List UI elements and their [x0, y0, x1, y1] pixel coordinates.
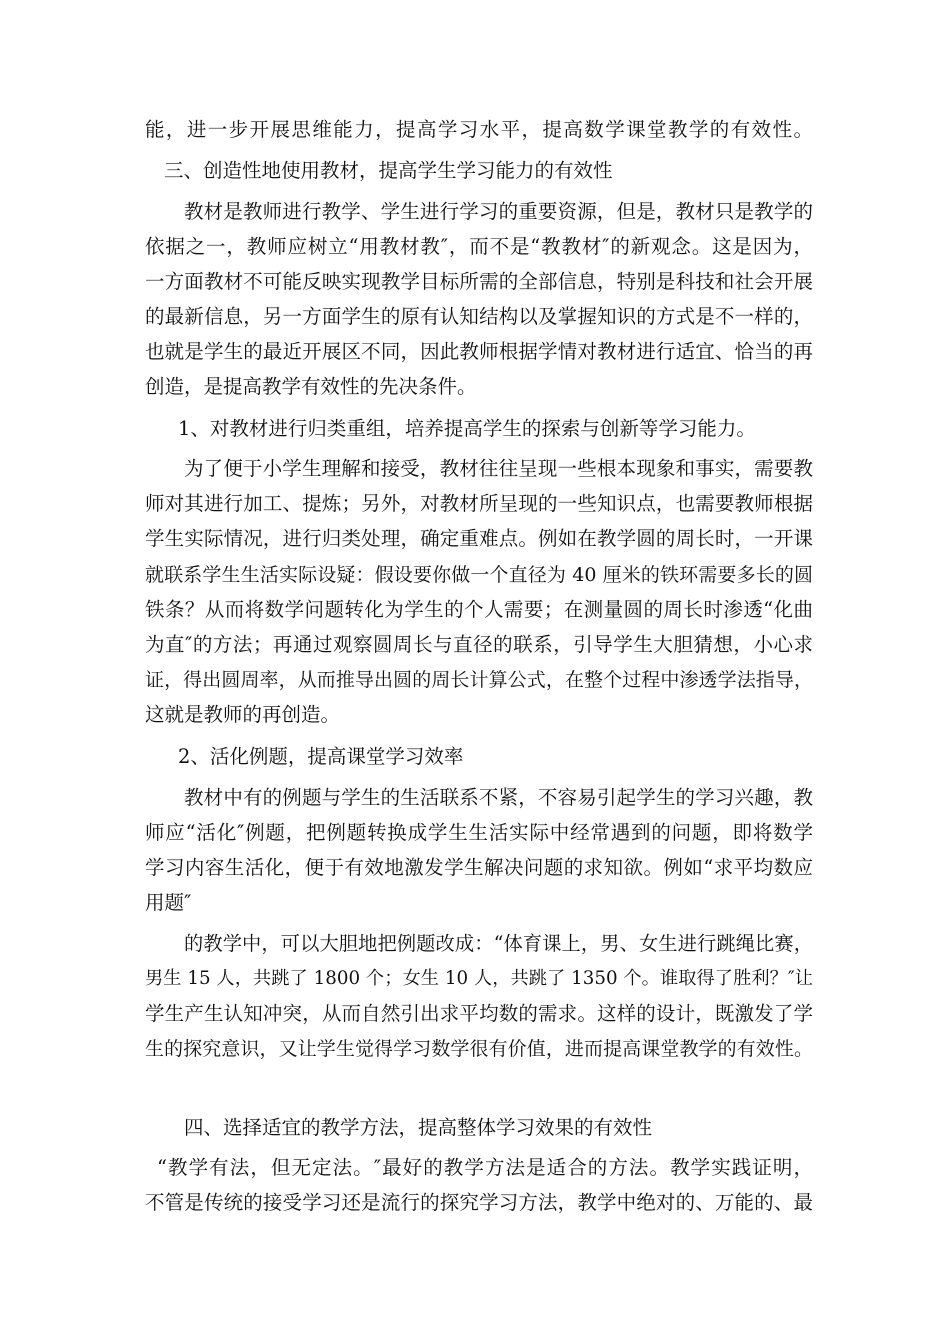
- text-line: 学习内容生活化，便于有效地激发学生解决问题的求知欲。例如“求平均数应: [145, 856, 813, 879]
- subheading-1: 1、对教材进行归类重组，培养提高学生的探索与创新等学习能力。: [178, 417, 756, 440]
- text-line: 铁条？从而将数学问题转化为学生的个人需要；在测量圆的周长时渗透“化曲: [145, 598, 813, 621]
- text-line: 也就是学生的最近开展区不同，因此教师根据学情对教材进行适宜、恰当的再: [145, 340, 813, 363]
- text-line: 为了便于小学生理解和接受，教材往往呈现一些根本现象和事实，需要教: [184, 457, 813, 480]
- section-heading-4: 四、选择适宜的教学方法，提高整体学习效果的有效性: [184, 1116, 653, 1139]
- text-line: 就联系学生生活实际设疑：假设要你做一个直径为 40 厘米的铁环需要多长的圆: [145, 564, 813, 586]
- text-line: 这就是教师的再创造。: [145, 703, 341, 726]
- text-line: 创造，是提高教学有效性的先决条件。: [145, 375, 477, 398]
- text-line: 男生 15 人，共跳了 1800 个；女生 10 人，共跳了 1350 个。谁取得了胜利？″让: [145, 968, 813, 989]
- text-line: 的最新信息，另一方面学生的原有认知结构以及掌握知识的方式是不一样的，: [145, 305, 813, 328]
- text-line: 教材中有的例题与学生的生活联系不紧，不容易引起学生的学习兴趣，教: [184, 786, 813, 809]
- text-line: 教材是教师进行教学、学生进行学习的重要资源，但是，教材只是教学的: [184, 200, 813, 223]
- text-line: 用题″: [145, 891, 192, 914]
- text-line: 不管是传统的接受学习还是流行的探究学习方法，教学中绝对的、万能的、最: [145, 1191, 813, 1214]
- subheading-2: 2、活化例题，提高课堂学习效率: [178, 745, 464, 768]
- text-line: 证，得出圆周率，从而推导出圆的周长计算公式，在整个过程中渗透学法指导，: [145, 669, 813, 691]
- text-line: 为直″的方法；再通过观察圆周长与直径的联系，引导学生大胆猜想，小心求: [145, 633, 813, 656]
- text-line: 能，进一步开展思维能力，提高学习水平，提高数学课堂教学的有效性。: [145, 118, 813, 141]
- text-line: 学生产生认知冲突，从而自然引出求平均数的需求。这样的设计，既激发了学: [145, 1002, 813, 1025]
- text-line: 学生实际情况，进行归类处理，确定重难点。例如在教学圆的周长时，一开课: [145, 527, 813, 550]
- text-line: “教学有法，但无定法。″最好的教学方法是适合的方法。教学实践证明，: [157, 1156, 813, 1179]
- text-line: 生的探究意识，又让学生觉得学习数学很有价值，进而提高课堂教学的有效性。: [145, 1038, 813, 1060]
- text-line: 依据之一，教师应树立“用教材教″，而不是“教教材″的新观念。这是因为，: [145, 235, 813, 258]
- text-line: 师应“活化″例题，把例题转换成学生生活实际中经常遇到的问题，即将数学: [145, 821, 813, 844]
- section-heading-3: 三、创造性地使用教材，提高学生学习能力的有效性: [164, 159, 613, 182]
- text-line: 的教学中，可以大胆地把例题改成：“体育课上，男、女生进行跳绳比赛，: [184, 932, 813, 955]
- text-line: 师对其进行加工、提炼；另外，对教材所呈现的一些知识点，也需要教师根据: [145, 492, 813, 515]
- text-line: 一方面教材不可能反映实现教学目标所需的全部信息，特别是科技和社会开展: [145, 270, 813, 293]
